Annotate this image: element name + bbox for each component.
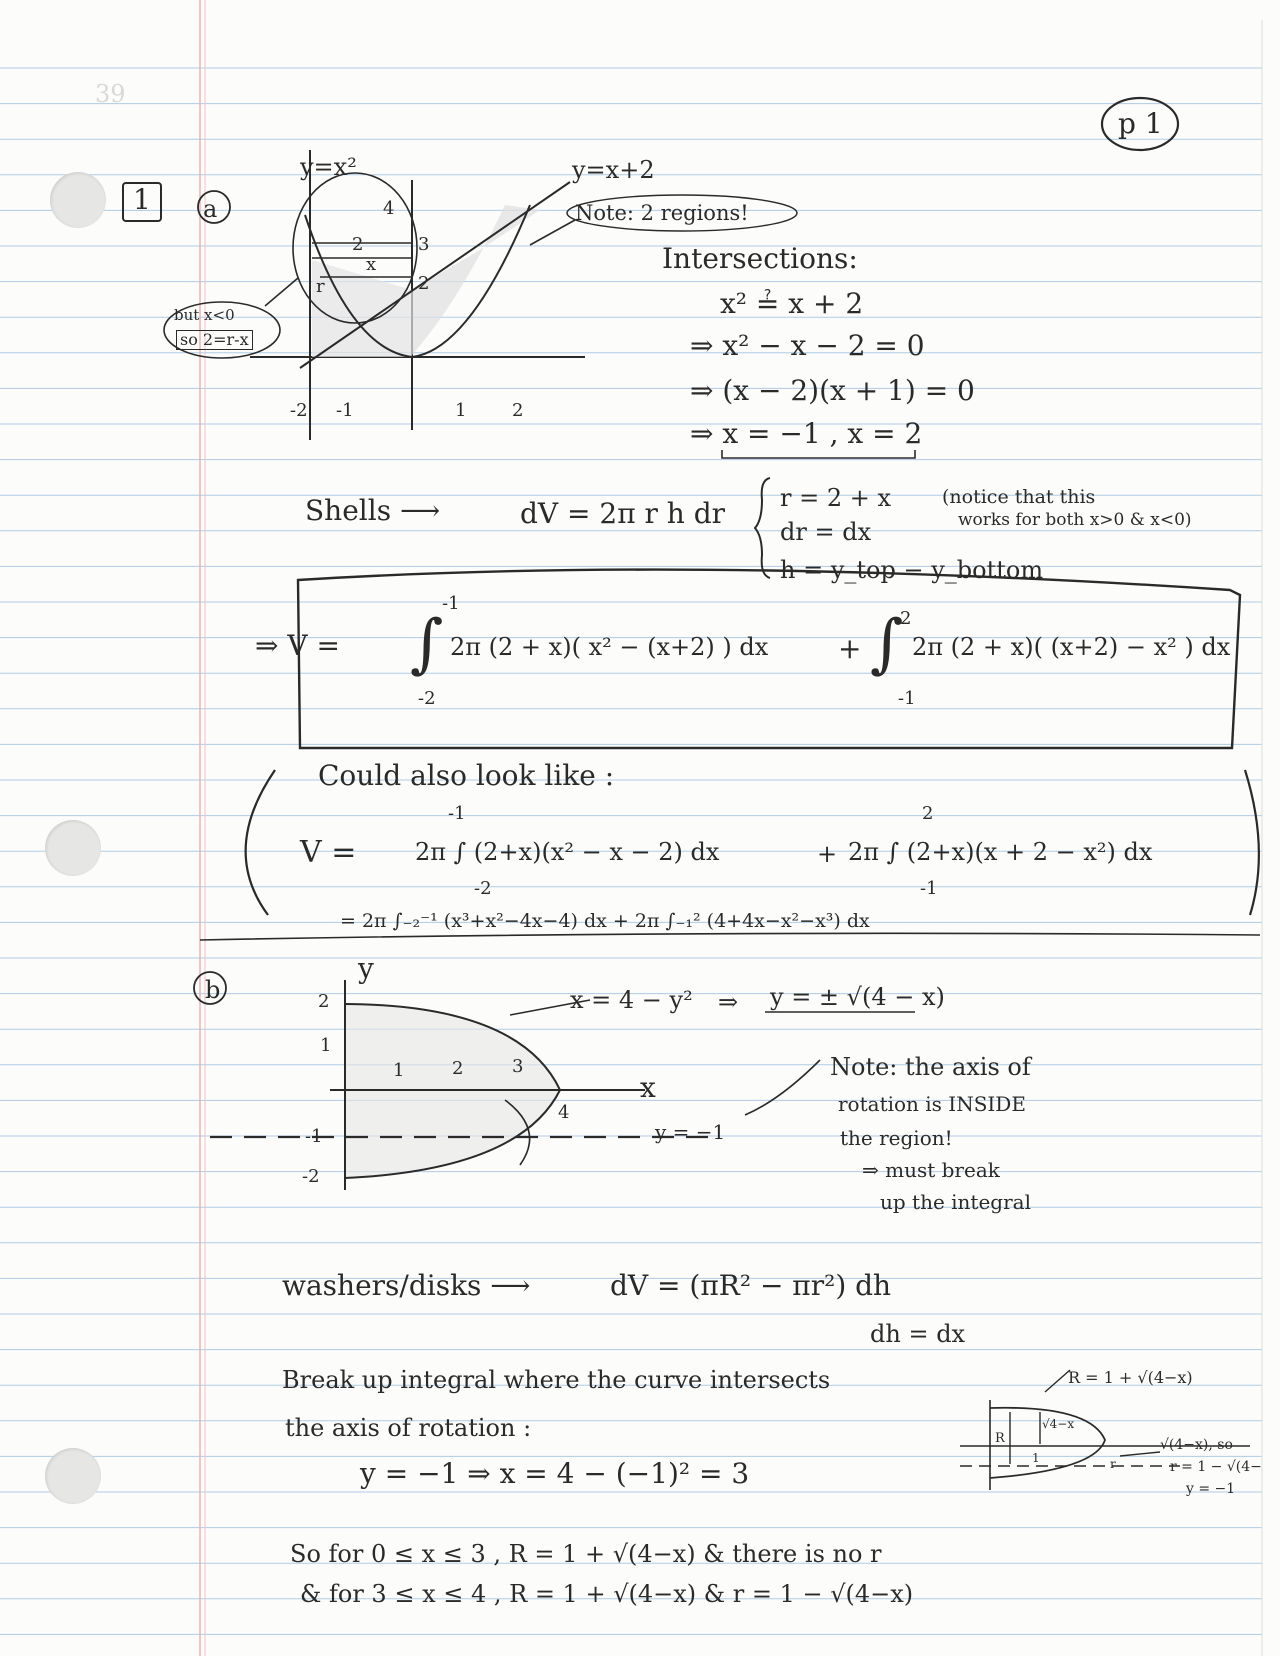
x-tick-2: 2	[512, 400, 524, 421]
integral1-sign: ∫	[410, 607, 444, 681]
alt-int2-upper: 2	[922, 803, 934, 824]
b-y-tick-2: 2	[318, 991, 330, 1012]
dim-2b-label: 2	[418, 273, 430, 294]
part-a-label: a	[203, 195, 218, 223]
alt-intro: Could also look like :	[318, 759, 615, 792]
problem-number: 1	[133, 183, 151, 216]
integral2-sign: ∫	[870, 607, 904, 681]
b-note-line1: Note: the axis of	[830, 1053, 1031, 1081]
curve2-label: y=x+2	[572, 156, 655, 184]
washers-formula: dV = (πR² − πr²) dh	[610, 1269, 892, 1302]
mini-box-1: 1	[1032, 1451, 1040, 1465]
b-axis-label: y = −1	[655, 1120, 726, 1144]
intersection-line-3: ⇒ (x − 2)(x + 1) = 0	[690, 374, 975, 407]
def-dr: dr = dx	[780, 518, 872, 546]
dim-3-label: 3	[418, 234, 430, 255]
integral1-lower: -2	[418, 688, 436, 709]
x-tick-neg1: -1	[336, 400, 354, 421]
integral1-upper: -1	[442, 593, 460, 614]
break-line2: the axis of rotation :	[285, 1414, 532, 1442]
b-y-tick-neg2: -2	[302, 1166, 320, 1187]
integral2-upper: 2	[900, 608, 912, 629]
b-note-line5: up the integral	[880, 1190, 1031, 1214]
dim-2-label: 2	[352, 234, 364, 255]
so-line1: So for 0 ≤ x ≤ 3 , R = 1 + √(4−x) & there is no r	[290, 1540, 882, 1568]
y-tick-4: 4	[383, 198, 395, 219]
integral1-body: 2π (2 + x)( x² − (x+2) ) dx	[450, 633, 769, 661]
faded-corner-mark: 39	[95, 80, 126, 108]
b-note-line2: rotation is INSIDE	[838, 1092, 1026, 1116]
b-x-tick-1: 1	[393, 1060, 405, 1081]
break-line3: y = −1 ⇒ x = 4 − (−1)² = 3	[360, 1457, 750, 1490]
washers-label: washers/disks ⟶	[282, 1269, 531, 1302]
alt-int1-lower: -2	[474, 878, 492, 899]
integral2-lower: -1	[898, 688, 916, 709]
intersection-line-1: x² ≟ x + 2	[720, 287, 864, 320]
b-arrow: ⇒	[718, 988, 739, 1016]
mini-box-r: r	[1110, 1457, 1116, 1471]
alt-int1-body: 2π ∫ (2+x)(x² − x − 2) dx	[415, 838, 720, 866]
shells-label: Shells ⟶	[305, 494, 441, 527]
b-y-tick-1: 1	[320, 1035, 332, 1056]
alt-prefix: V =	[300, 835, 357, 870]
note-two-regions: Note: 2 regions!	[575, 201, 749, 225]
curve1-label: y=x²	[300, 153, 357, 181]
b-curve-label: x = 4 − y²	[570, 986, 693, 1014]
alt-int2-body: 2π ∫ (2+x)(x + 2 − x²) dx	[848, 838, 1153, 866]
b-solved: y = ± √(4 − x)	[770, 983, 945, 1011]
b-x-axis-label: x	[640, 1071, 656, 1104]
boxed-prefix: ⇒ V =	[255, 629, 340, 662]
b-x-tick-4: 4	[558, 1102, 570, 1123]
side-note-line2: so 2=r-x	[176, 330, 253, 350]
def-r: r = 2 + x	[780, 484, 892, 512]
so-line2: & for 3 ≤ x ≤ 4 , R = 1 + √(4−x) & r = 1 − √(4−x)	[300, 1580, 914, 1608]
dim-r-label: r	[316, 276, 325, 297]
defs-note-line2: works for both x>0 & x<0)	[958, 510, 1192, 530]
x-tick-1: 1	[455, 400, 467, 421]
integral2-body: 2π (2 + x)( (x+2) − x² ) dx	[912, 633, 1231, 661]
dim-x-label: x	[366, 254, 377, 275]
x-tick-neg2: -2	[290, 400, 308, 421]
intersections-title: Intersections:	[662, 242, 858, 275]
b-x-tick-3: 3	[512, 1056, 524, 1077]
intersection-line-2: ⇒ x² − x − 2 = 0	[690, 329, 925, 362]
mini-axis-label: y = −1	[1186, 1481, 1236, 1497]
part-b-label: b	[205, 976, 221, 1004]
intersection-line-4: ⇒ x = −1 , x = 2	[690, 417, 923, 450]
page-label: p 1	[1118, 107, 1163, 140]
washers-sub: dh = dx	[870, 1320, 966, 1348]
b-note-line4: ⇒ must break	[862, 1158, 1000, 1182]
alt-int2-lower: -1	[920, 878, 938, 899]
def-h: h = y_top − y_bottom	[780, 556, 1044, 584]
defs-note-line1: (notice that this	[942, 486, 1096, 508]
b-note-line3: the region!	[840, 1126, 953, 1150]
break-line1: Break up integral where the curve intersects	[282, 1366, 831, 1394]
mini-box-R: R	[995, 1431, 1005, 1446]
side-note-line1: but x<0	[174, 306, 235, 324]
boxed-plus: +	[838, 632, 862, 665]
b-x-tick-2: 2	[452, 1058, 464, 1079]
mini-r-label1: √(4−x), so	[1160, 1437, 1233, 1453]
mini-r-label2: r = 1 − √(4−	[1170, 1459, 1262, 1475]
mini-box-sqrt: √4−x	[1042, 1417, 1075, 1431]
alt-int1-upper: -1	[448, 803, 466, 824]
b-y-tick-neg1: -1	[305, 1126, 323, 1147]
mini-R-label: R = 1 + √(4−x)	[1068, 1368, 1193, 1387]
alt-line2: = 2π ∫₋₂⁻¹ (x³+x²−4x−4) dx + 2π ∫₋₁² (4+4x−x²−x³) dx	[340, 910, 870, 932]
alt-plus: +	[817, 840, 838, 868]
shells-formula: dV = 2π r h dr	[520, 497, 726, 530]
b-y-axis-label: y	[358, 952, 374, 985]
